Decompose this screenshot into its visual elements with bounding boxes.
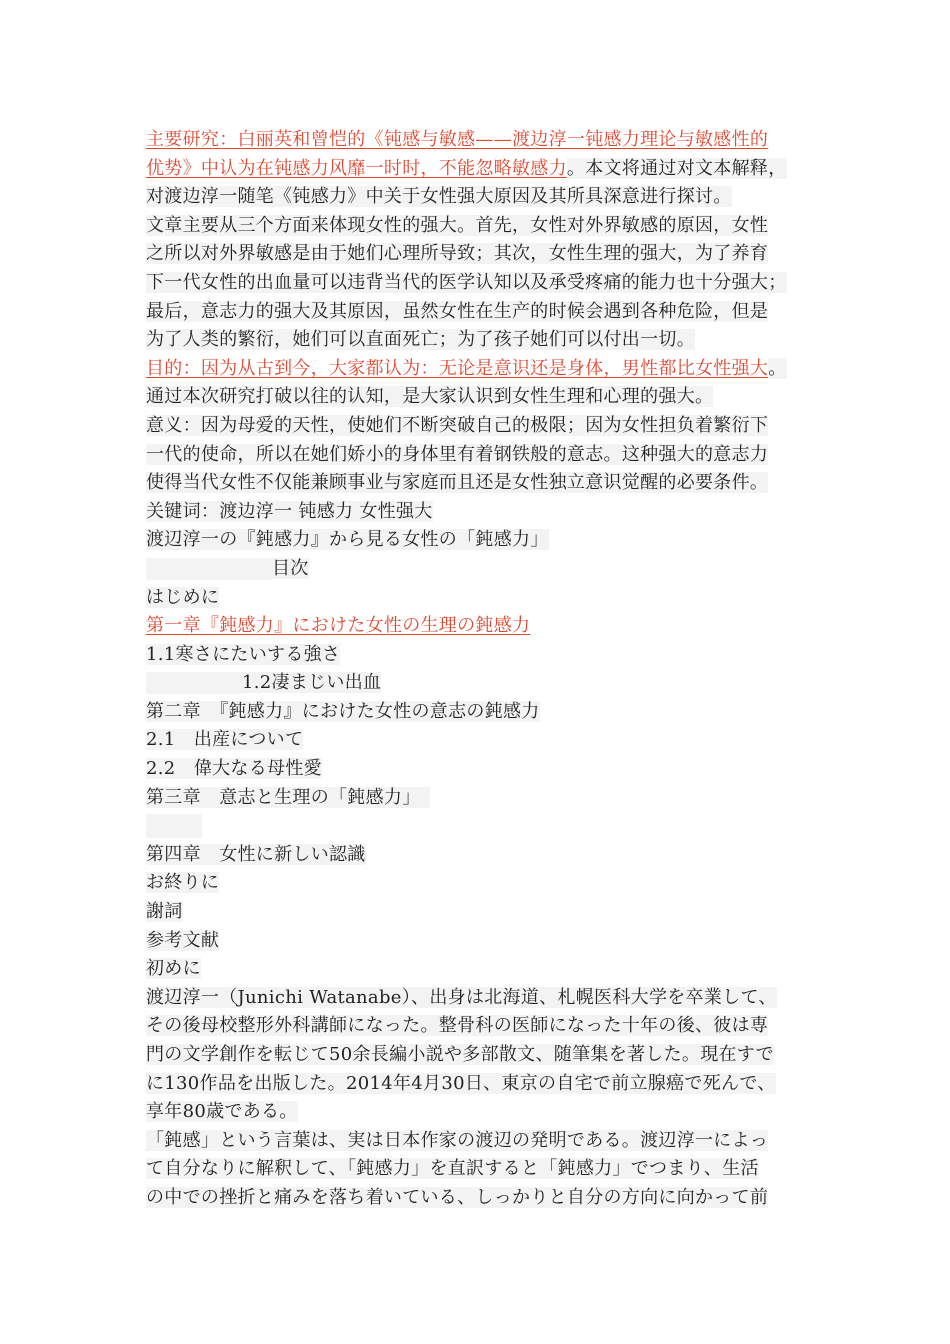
paragraph-line: 「鈍感」という言葉は、実は日本作家の渡辺の発明である。渡辺淳一によっ xyxy=(146,1129,769,1151)
section-heading: 初めに xyxy=(146,958,201,980)
paragraph-line: 享年80歳である。 xyxy=(146,1101,298,1123)
toc-chapter-2: 第二章 『鈍感力』におけた女性の意志の鈍感力 xyxy=(146,700,540,722)
research-highlight: 主要研究：白丽英和曾恺的《钝感与敏感——渡边淳一钝感力理论与敏感性的 xyxy=(146,129,769,150)
toc-outro: お終りに xyxy=(146,872,220,894)
paragraph-line: に130作品を出版した。2014年4月30日、東京の自宅で前立腺癌で死んで、 xyxy=(146,1072,776,1094)
toc-heading: 目次 xyxy=(146,555,826,584)
paragraph-line: の中での挫折と痛みを落ち着いている、しっかりと自分の方向に向かって前 xyxy=(146,1186,769,1208)
document-body xyxy=(146,126,826,1213)
toc-blank-line xyxy=(146,812,826,841)
toc-section-2-1: 2.1 出産について xyxy=(146,729,304,751)
toc-chapter-4: 第四章 女性に新しい認識 xyxy=(146,843,366,865)
toc-section-1-1: 1.1寒さにたいする強さ xyxy=(146,643,341,665)
toc-section-1-2: 1.2凄まじい出血 xyxy=(146,669,826,698)
research-highlight: 优势》中认为在钝感力风靡一时时，不能忽略敏感力 xyxy=(146,157,567,179)
abstract-line: 下一代女性的出血量可以违背当代的医学认知以及承受疼痛的能力也十分强大； xyxy=(146,271,787,293)
abstract-line: 文章主要从三个方面来体现女性的强大。首先，女性对外界敏感的原因，女性 xyxy=(146,214,769,236)
toc-section-2-2: 2.2 偉大なる母性愛 xyxy=(146,758,322,780)
keywords-line: 关键词：渡边淳一 钝感力 女性强大 xyxy=(146,500,433,522)
abstract-line: 为了人类的繁衍，她们可以直面死亡；为了孩子她们可以付出一切。 xyxy=(146,329,695,351)
paragraph-line: 門の文学創作を転じて50余長編小説や多部散文、随筆集を著した。現在すで xyxy=(146,1044,774,1065)
abstract-line: 优势》中认为在钝感力风靡一时时，不能忽略敏感力。本文将通过对文本解释， xyxy=(146,157,787,179)
toc-references: 参考文献 xyxy=(146,929,220,951)
toc-chapter-3: 第三章 意志と生理の「鈍感力」 xyxy=(146,784,826,813)
paragraph-line: て自分なりに解釈して、「鈍感力」を直訳すると「鈍感力」でつまり、生活 xyxy=(146,1158,759,1180)
abstract-line: 对渡边淳一随笔《钝感力》中关于女性强大原因及其所具深意进行探讨。 xyxy=(146,186,732,208)
toc-chapter-1[interactable]: 第一章『鈍感力』におけた女性の生理の鈍感力 xyxy=(146,615,531,637)
purpose-highlight: 目的：因为从古到今，大家都认为：无论是意识还是身体，男性都比女性强大 xyxy=(146,357,769,379)
toc-thanks: 謝詞 xyxy=(146,901,183,923)
purpose-line: 目的：因为从古到今，大家都认为：无论是意识还是身体，男性都比女性强大。 xyxy=(146,357,787,379)
abstract-line: 通过本次研究打破以往的认知，是大家认识到女性生理和心理的强大。 xyxy=(146,386,714,408)
abstract-line: 最后，意志力的强大及其原因，虽然女性在生产的时候会遇到各种危险，但是 xyxy=(146,300,769,322)
significance-line: 一代的使命，所以在她们娇小的身体里有着钢铁般的意志。这种强大的意志力 xyxy=(146,443,769,465)
significance-line: 使得当代女性不仅能兼顾事业与家庭而且还是女性独立意识觉醒的必要条件。 xyxy=(146,472,769,494)
toc-intro: はじめに xyxy=(146,586,220,608)
thesis-title: 渡辺淳一の『鈍感力』から見る女性の「鈍感力」 xyxy=(146,529,549,551)
abstract-line xyxy=(146,126,826,155)
abstract-line: 之所以对外界敏感是由于她们心理所导致；其次，女性生理的强大，为了养育 xyxy=(146,243,769,265)
paragraph-line: 渡辺淳一（Junichi Watanabe）、出身は北海道、札幌医科大学を卒業して、 xyxy=(146,986,777,1008)
significance-line: 意义：因为母爱的天性，使她们不断突破自己的极限；因为女性担负着繁衍下 xyxy=(146,414,769,436)
paragraph-line: その後母校整形外科講師になった。整骨科の医師になった十年の後、彼は専 xyxy=(146,1015,769,1037)
